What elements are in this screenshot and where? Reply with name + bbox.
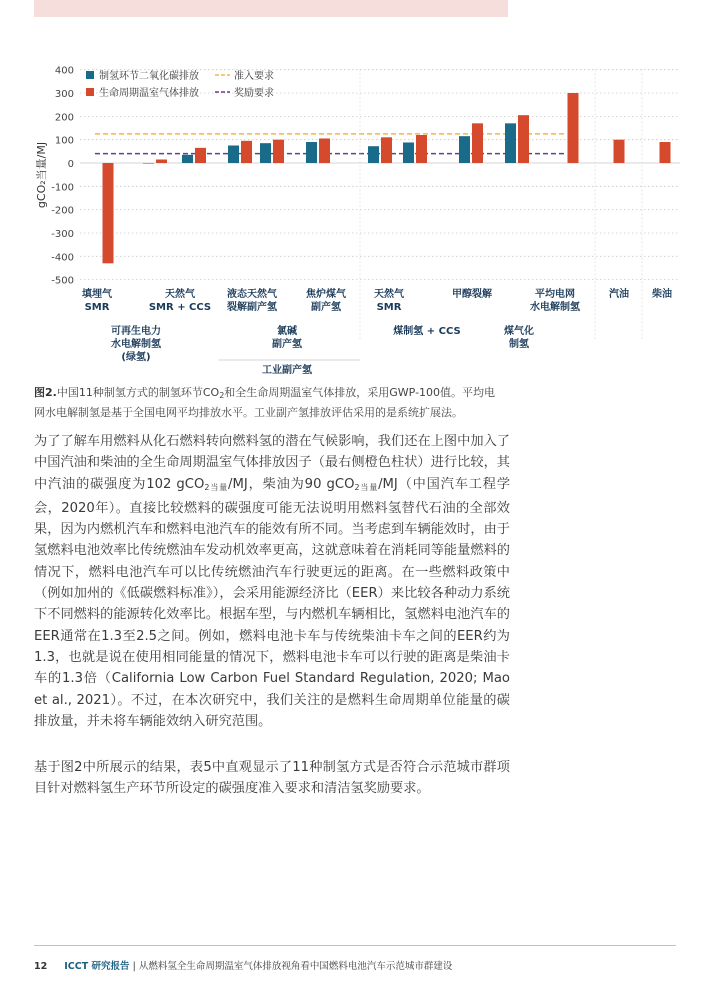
bar-series1 [182, 155, 193, 163]
y-tick-label: 400 [54, 65, 74, 77]
bar-series2 [156, 160, 167, 163]
bar-series1 [403, 142, 414, 163]
y-tick-label: 200 [54, 112, 74, 124]
legend-label-series2: 生命周期温室气体排放 [99, 88, 199, 99]
bar-series2 [416, 135, 427, 163]
footer-title: 从燃料氢全生命周期温室气体排放视角看中国燃料电池汽车示范城市群建设 [138, 961, 453, 972]
legend-label-series1: 制氢环节二氧化碳排放 [99, 71, 199, 82]
bar-series2 [381, 137, 392, 163]
legend-label-line2: 奖励要求 [234, 88, 274, 99]
legend-label-line1: 准入要求 [234, 71, 274, 82]
y-tick-label: -400 [51, 252, 74, 264]
bar-series2 [614, 140, 625, 163]
y-tick-label: 100 [54, 135, 74, 147]
bar-series1 [143, 163, 154, 164]
x-label-coal-ccs: 煤制氢 + CCS [393, 326, 461, 337]
footer-separator: | [132, 961, 136, 972]
x-label-ng-smr: 天然气 SMR [374, 289, 404, 313]
x-label-lng-cracking: 液态天然气裂解副产氢 [227, 289, 277, 313]
y-tick-label: -300 [51, 228, 74, 240]
legend-swatch-series2 [86, 88, 94, 96]
chart-gridlines [80, 70, 680, 280]
x-label-methanol-cracking: 甲醇裂解 [452, 289, 492, 300]
bar-series1 [368, 146, 379, 163]
x-label-green-hydrogen: 可再生电力水电解制氢(绿氢) [111, 326, 161, 363]
legend-swatch-series1 [86, 71, 94, 79]
bar-series1 [459, 136, 470, 163]
figure-caption: 图2.中国11种制氢方式的制氢环节$CO_2$和全生命周期温室气体排放，采用GWP-100值。平均电网水电解制氢是基于全国电网平均排放水平。工业副产氢排放评估采用的是系统扩展法。 [34, 386, 496, 419]
x-label-ng-smr-ccs: 天然气 SMR + CCS [148, 289, 212, 313]
x-label-diesel: 柴油 [652, 289, 672, 300]
y-tick-label: 0 [67, 159, 74, 170]
y-tick-label: -100 [51, 182, 74, 194]
bar-series2 [568, 93, 579, 163]
chart-bars [103, 93, 671, 263]
bar-series1 [505, 123, 516, 163]
bar-series2 [518, 115, 529, 163]
x-label-landfill-gas: 填埋气 SMR [82, 289, 112, 313]
bar-series2 [319, 139, 330, 163]
emissions-bar-chart [0, 50, 710, 380]
x-label-coke-oven-gas: 焦炉煤气副产氢 [306, 289, 346, 313]
bar-series2 [273, 140, 284, 163]
bar-series1 [306, 142, 317, 163]
footer-org: ICCT 研究报告 [64, 961, 130, 972]
x-label-grid-electrolysis: 平均电网水电解制氢 [530, 289, 580, 313]
page-number: 12 [34, 961, 48, 972]
y-axis-label: gCO₂当量/MJ [35, 141, 48, 209]
body-paragraph-2: 基于图2中所展示的结果，表5中直观显示了11种制氢方式是否符合示范城市群项目针对燃料氢生产环节所设定的碳强度准入要求和清洁氢奖励要求。 [34, 760, 510, 797]
x-label-gasoline: 汽油 [609, 289, 629, 300]
bar-series2 [660, 142, 671, 163]
figure-label: 图2. [34, 386, 57, 399]
footer-divider [34, 945, 676, 946]
bar-series1 [260, 143, 271, 163]
y-tick-label: -500 [51, 275, 74, 287]
bar-series1 [228, 146, 239, 163]
bar-series2 [241, 141, 252, 163]
bar-series2 [195, 148, 206, 163]
x-label-coal-gasification: 煤气化制氢 [504, 326, 534, 350]
page-footer [34, 958, 452, 972]
bar-series2 [472, 123, 483, 163]
top-accent-bar [34, 0, 508, 17]
bar-series2 [103, 163, 114, 263]
x-label-industrial-byproduct: 工业副产氢 [262, 365, 312, 376]
y-tick-label: 300 [54, 89, 74, 101]
y-tick-label: -200 [51, 205, 74, 217]
x-label-chlor-alkali: 氯碱副产氢 [272, 326, 302, 350]
y-tick-labels [51, 66, 74, 287]
body-paragraph-1: 为了了解车用燃料从化石燃料转向燃料氢的潜在气候影响，我们还在上图中加入了中国汽油和柴油的全生命周期温室气体排放因子（最右侧橙色柱状）进行比较，其中汽油的碳强度为102 gCO$_{2当量}$/MJ，柴油为90 gCO$_{2当量}$/MJ（中国汽车工程学会，2020年）。直接比较燃料的碳强度可能无法说明用燃料氢替代石油的全部效果，因为内燃机汽车和燃料电池汽车的能效有所不同。当考虑到车辆能效时，由于氢燃料电池效率比传统燃油车发动机效率更高，这就意味着在消耗同等能量燃料的情况下，燃料电池汽车可以比传统燃油汽车行驶更远的距离。在一些燃料政策中（例如加州的《低碳燃料标准》），会采用能源经济比（EER）来比较各种动力系统下不同燃料的能源转化效率比。根据车型，与内燃机车辆相比，氢燃料电池汽车的EER通常在1.3至2.5之间。例如，燃料电池卡车与传统柴油卡车之间的EER约为1.3，也就是说在使用相同能量的情况下，燃料电池卡车可以行驶的距离是柴油卡车的1.3倍（California Low Carbon Fuel Standard Regulation, 2020; Mao et al., 2021）。不过，在本次研究中，我们关注的是燃料生命周期单位能量的碳排放量，并未将车辆能效纳入研究范围。 [34, 434, 511, 729]
